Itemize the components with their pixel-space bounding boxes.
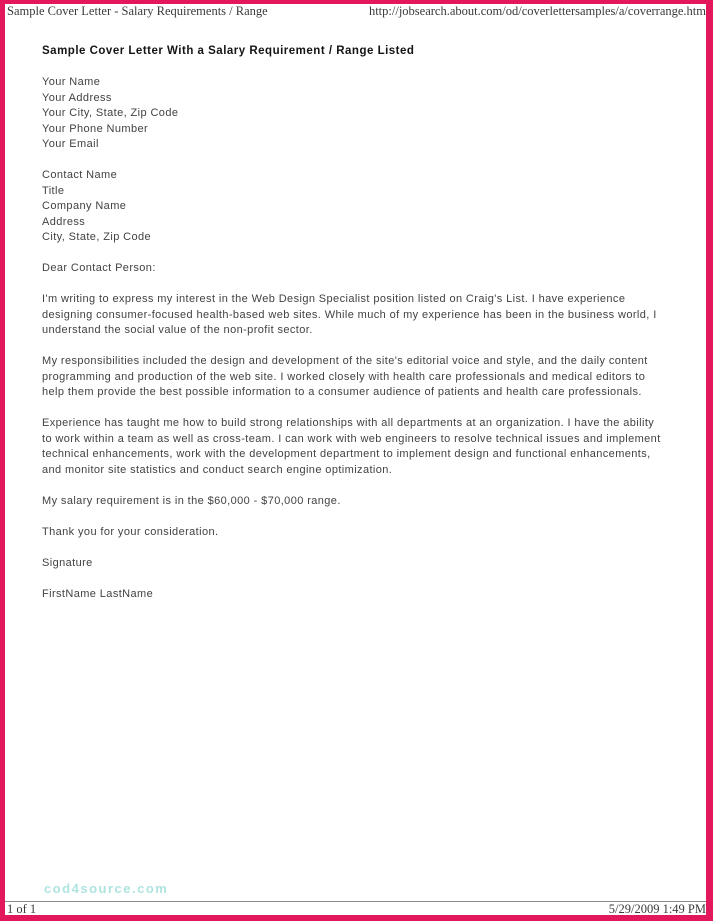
closing-line <box>42 525 682 541</box>
watermark: cod4source.com <box>44 881 169 896</box>
recipient-line: Contact Name <box>42 169 118 181</box>
recipient-line: Title <box>42 184 65 197</box>
sender-line: Your Phone Number <box>42 122 149 135</box>
paragraph-line: I'm writing to express my interest in the Web Design Specialist position listed on Craig's List. I have experience <box>42 293 626 305</box>
signature-label <box>42 556 682 572</box>
signature-name <box>42 587 682 603</box>
recipient-address-block <box>42 168 682 246</box>
sender-line: Your Name <box>42 76 101 88</box>
closing-text: Thank you for your consideration. <box>42 525 219 538</box>
page-number: 1 of 1 <box>7 903 37 915</box>
sender-line: Your Email <box>42 138 99 150</box>
page-border-right <box>706 0 713 921</box>
paragraph-line: to work within a team as well as cross-team. I can work with web engineers to resolve technical issues and implement <box>42 432 661 445</box>
paragraph-line: Experience has taught me how to build strong relationships with all departments at an organization. I have the ability <box>42 417 655 429</box>
salutation <box>42 261 682 277</box>
print-header-url: http://jobsearch.about.com/od/coverlettersamples/a/coverrange.htm <box>368 4 706 18</box>
letter-heading: Sample Cover Letter With a Salary Requirement / Range Listed <box>42 45 415 57</box>
paragraph-intro <box>42 292 682 339</box>
page-border-left <box>0 0 5 921</box>
signature-name-text: FirstName LastName <box>42 587 154 600</box>
recipient-line: Address <box>42 215 86 228</box>
paragraph-salary <box>42 494 682 510</box>
cover-letter <box>42 44 682 618</box>
paragraph-line: designing consumer-focused health-based web sites. While much of my experience has been in the business world, I <box>42 308 657 321</box>
signature-label-text: Signature <box>42 556 93 569</box>
paragraph-line: help them provide the best possible information to a consumer audience of patients and health care professionals. <box>42 386 642 398</box>
paragraph-line: programming and production of the web site. I worked closely with health care professionals and medical editors to <box>42 370 646 383</box>
sender-line: Your Address <box>42 91 112 104</box>
paragraph-responsibilities <box>42 354 682 401</box>
recipient-line: City, State, Zip Code <box>42 231 152 243</box>
salutation-line: Dear Contact Person: <box>42 262 156 274</box>
recipient-line: Company Name <box>42 200 127 212</box>
timestamp: 5/29/2009 1:49 PM <box>608 903 706 915</box>
page-border-bottom <box>0 915 713 921</box>
print-header <box>5 4 706 20</box>
sender-address-block <box>42 75 682 153</box>
paragraph-line: understand the social value of the non-profit sector. <box>42 324 313 336</box>
paragraph-line: and monitor site statistics and conduct search engine optimization. <box>42 463 393 476</box>
footer-divider <box>5 901 706 902</box>
paragraph-line: technical enhancements, work with the development department to implement design and functional enhancements, <box>42 448 651 460</box>
paragraph-line: My responsibilities included the design and development of the site's editorial voice and style, and the daily content <box>42 355 648 367</box>
sender-line: Your City, State, Zip Code <box>42 107 179 119</box>
print-footer <box>5 903 706 915</box>
print-header-title: Sample Cover Letter - Salary Requirements / Range <box>7 4 268 18</box>
paragraph-line: My salary requirement is in the $60,000 - $70,000 range. <box>42 494 341 507</box>
paragraph-experience <box>42 416 682 478</box>
